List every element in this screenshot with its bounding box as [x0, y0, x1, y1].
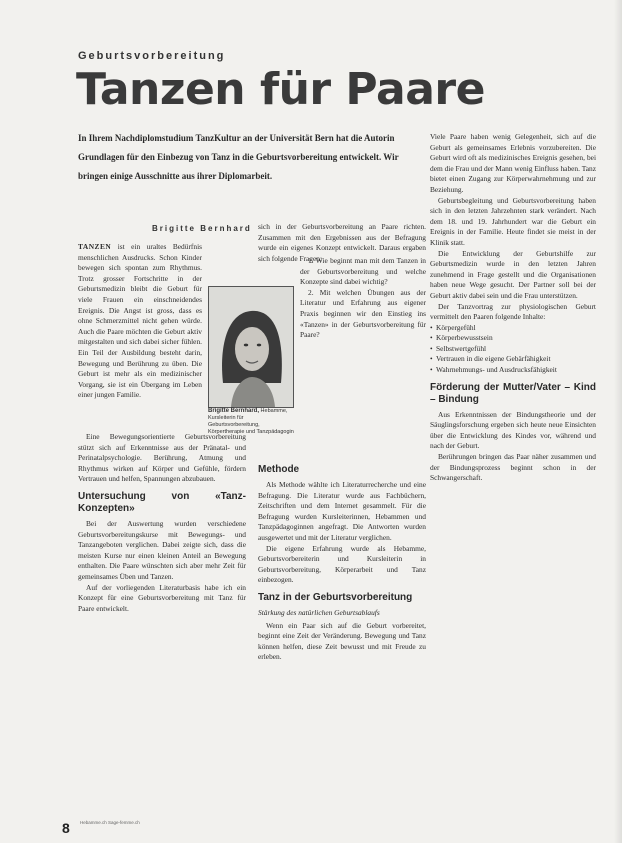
article-title: Tanzen für Paare	[76, 64, 485, 115]
col1-paragraph-1	[78, 242, 202, 401]
column-2-lower	[258, 458, 426, 663]
heading-foerderung: Förderung der Mutter/Vater – Kind – Bindung	[430, 381, 596, 405]
photo-caption	[208, 408, 294, 436]
column-1-lower	[78, 432, 246, 614]
lead-word: TANZEN	[78, 242, 112, 251]
page-number: 8	[62, 820, 70, 836]
portrait-image	[209, 287, 293, 407]
col3-paragraph-1: Viele Paare haben wenig Gelegenheit, sich auf die Geburt als gemeinsames Erlebnis vorzubereiten. Die Geburt wird oft als medizinisches Ereignis gesehen, bei dem die Frau und der Mann wenig Einfluss haben. Tanz bietet einen Zugang zur Körperwahrnehmung und zur Beziehung.	[430, 132, 596, 194]
list-item: • Selbstwertgefühl	[430, 344, 596, 355]
col1-paragraph-2: Eine Bewegungsorientierte Geburtsvorbereitung stützt sich auf Erkenntnisse aus der Pränatal- und Perinatalpsychologie. Berührung, Atmung und Rhythmus wirken auf Körper und Gefühle, fördern Vertrauen und helfen, Spannungen abzubauen.	[78, 432, 246, 484]
col3-paragraph-3: Die Entwicklung der Geburtshilfe zur Geburtsmedizin wurde in den letzten Jahren zunehmend in Frage gestellt und die Organisationen haben neue Wege gesucht. Der Partner soll bei der Geburt aktiv dabei sein und die Frau unterstützen.	[430, 248, 596, 300]
col2-paragraph-4: Als Methode wählte ich Literaturrecherche und eine Befragung. Die Literatur wurde aus Fachbüchern, Zeitschriften und dem Internet gesammelt. Für die Befragung wurden Kursleiterinnen, Hebammen und Tanzpädagoginnen angefragt. Die Antworten wurden ausgewertet und mit der Literatur verglichen.	[258, 480, 426, 542]
col2-paragraph-3: 2. Mit welchen Übungen aus der Literatur und Erfahrung aus eigener Praxis beginnen wir den Einstieg ins «Tanzen» in der Geburtsvorbereitung für Paare?	[300, 287, 426, 340]
col2-paragraph-2: 1. Wie beginnt man mit dem Tanzen in der Geburtsvorbereitung und welche Konzepte sind dabei wichtig?	[300, 256, 426, 287]
col2-paragraph-6: Wenn ein Paar sich auf die Geburt vorbereitet, beginnt eine Zeit der Veränderung. Bewegung und Tanz können helfen, diese Zeit bewusst und mit Freude zu erleben.	[258, 620, 426, 662]
list-item: • Körpergefühl	[430, 323, 596, 334]
column-3	[430, 132, 596, 484]
author-byline: Brigitte Bernhard	[152, 224, 252, 233]
page-edge-shadow	[614, 0, 622, 843]
heading-tanz: Tanz in der Geburtsvorbereitung	[258, 591, 413, 603]
heading-methode: Methode	[258, 464, 300, 475]
list-item: • Körperbewusstsein	[430, 333, 596, 344]
list-item: • Wahrnehmungs- und Ausdrucksfähigkeit	[430, 365, 596, 376]
benefits-list	[430, 323, 596, 376]
col1-paragraph-4: Auf der vorliegenden Literaturbasis habe ich ein Konzept für eine Geburtsvorbereitung mit Tanz für Paare entwickelt.	[78, 582, 246, 613]
article-intro: In Ihrem Nachdiplomstudium TanzKultur an der Universität Bern hat die Autorin Grundlagen für den Einbezug von Tanz in die Geburtsvorbereitung entwickelt. Wir bringen einige Ausschnitte aus ihrer Diplomarbeit.	[78, 133, 399, 181]
col3-paragraph-6: Berührungen bringen das Paar näher zusammen und der Bindungsprozess beginnt schon in der Schwangerschaft.	[430, 452, 596, 483]
col1-paragraph-1-text: ist ein uraltes Bedürfnis menschlichen Ausdrucks. Schon Kinder bewegen sich spontan zum Rhythmus. Trotz grosser Fortschritte in der Geburtsmedizin bleibt die Geburt für viele Frauen ein einschneidendes Ereignis. Die Angst ist gross, dass es ohne Schmerzmittel nicht gehen würde. Auch die Paare möchten die Geburt aktiv mitgestalten und sich dabei sicher fühlen. Ein Teil der Ausbildung besteht darin, Bewegung und Berührung zu üben. Die Geburt ist mehr als ein medizinischer Vorgang, sie ist ein Übergang im Leben einer jungen Familie.	[78, 242, 202, 400]
heading-untersuchung: Untersuchung von «Tanz-Konzepten»	[78, 490, 246, 514]
photo-caption-name: Brigitte Bernhard,	[208, 408, 260, 414]
col3-paragraph-5: Aus Erkenntnissen der Bindungstheorie und der Säuglingsforschung ergeben sich heute neue Einsichten über die Entwicklung des Kindes vor, während und nach der Geburt.	[430, 409, 596, 451]
col3-paragraph-2: Geburtsbegleitung und Geburtsvorbereitung haben sich in den letzten Jahrzehnten stark verändert. Nach dem 18. und 19. Jahrhundert war die Geburt ein Ereignis in der Familie. Heute findet sie meist in der Klinik statt.	[430, 195, 596, 247]
col1-paragraph-3: Bei der Auswertung wurden verschiedene Geburtsvorbereitungskurse mit Bewegungs- und Tanzangeboten verglichen. Dabei zeigte sich, dass die meisten Kurse nur einen kleinen Anteil an Bewegung enthalten. Die Paare wünschten sich aber mehr Zeit für gemeinsames Üben und Tanzen.	[78, 518, 246, 581]
col2-paragraph-5: Die eigene Erfahrung wurde als Hebamme, Geburtsvorbereiterin und Kursleiterin in Geburtsvorbereitung, Körperarbeit und Tanz einbezogen.	[258, 543, 426, 585]
author-photo	[208, 286, 294, 408]
col2-paragraph-1: sich in der Geburtsvorbereitung an Paare richten. Zusammen mit den Ergebnissen aus der Befragung wurde ein eigenes Konzept entwickelt. Daraus ergaben sich folgende Fragen:	[258, 222, 426, 263]
column-2	[300, 256, 426, 341]
list-item: • Vertrauen in die eigene Gebärfähigkeit	[430, 354, 596, 365]
photo-caption-text: Hebamme, Kursleiterin für Geburtsvorbereitung, Körpertherapie und Tanzpädagogin	[208, 408, 294, 435]
publication-logo: Hebamme.ch Sage-femme.ch	[80, 820, 140, 825]
section-kicker: Geburtsvorbereitung	[78, 50, 226, 62]
column-1	[78, 242, 202, 401]
subheading-staerkung: Stärkung des natürlichen Geburtsablaufs	[258, 607, 380, 617]
col3-paragraph-4: Der Tanzvortrag zur physiologischen Geburt vermittelt den Paaren folgende Inhalte:	[430, 301, 596, 322]
